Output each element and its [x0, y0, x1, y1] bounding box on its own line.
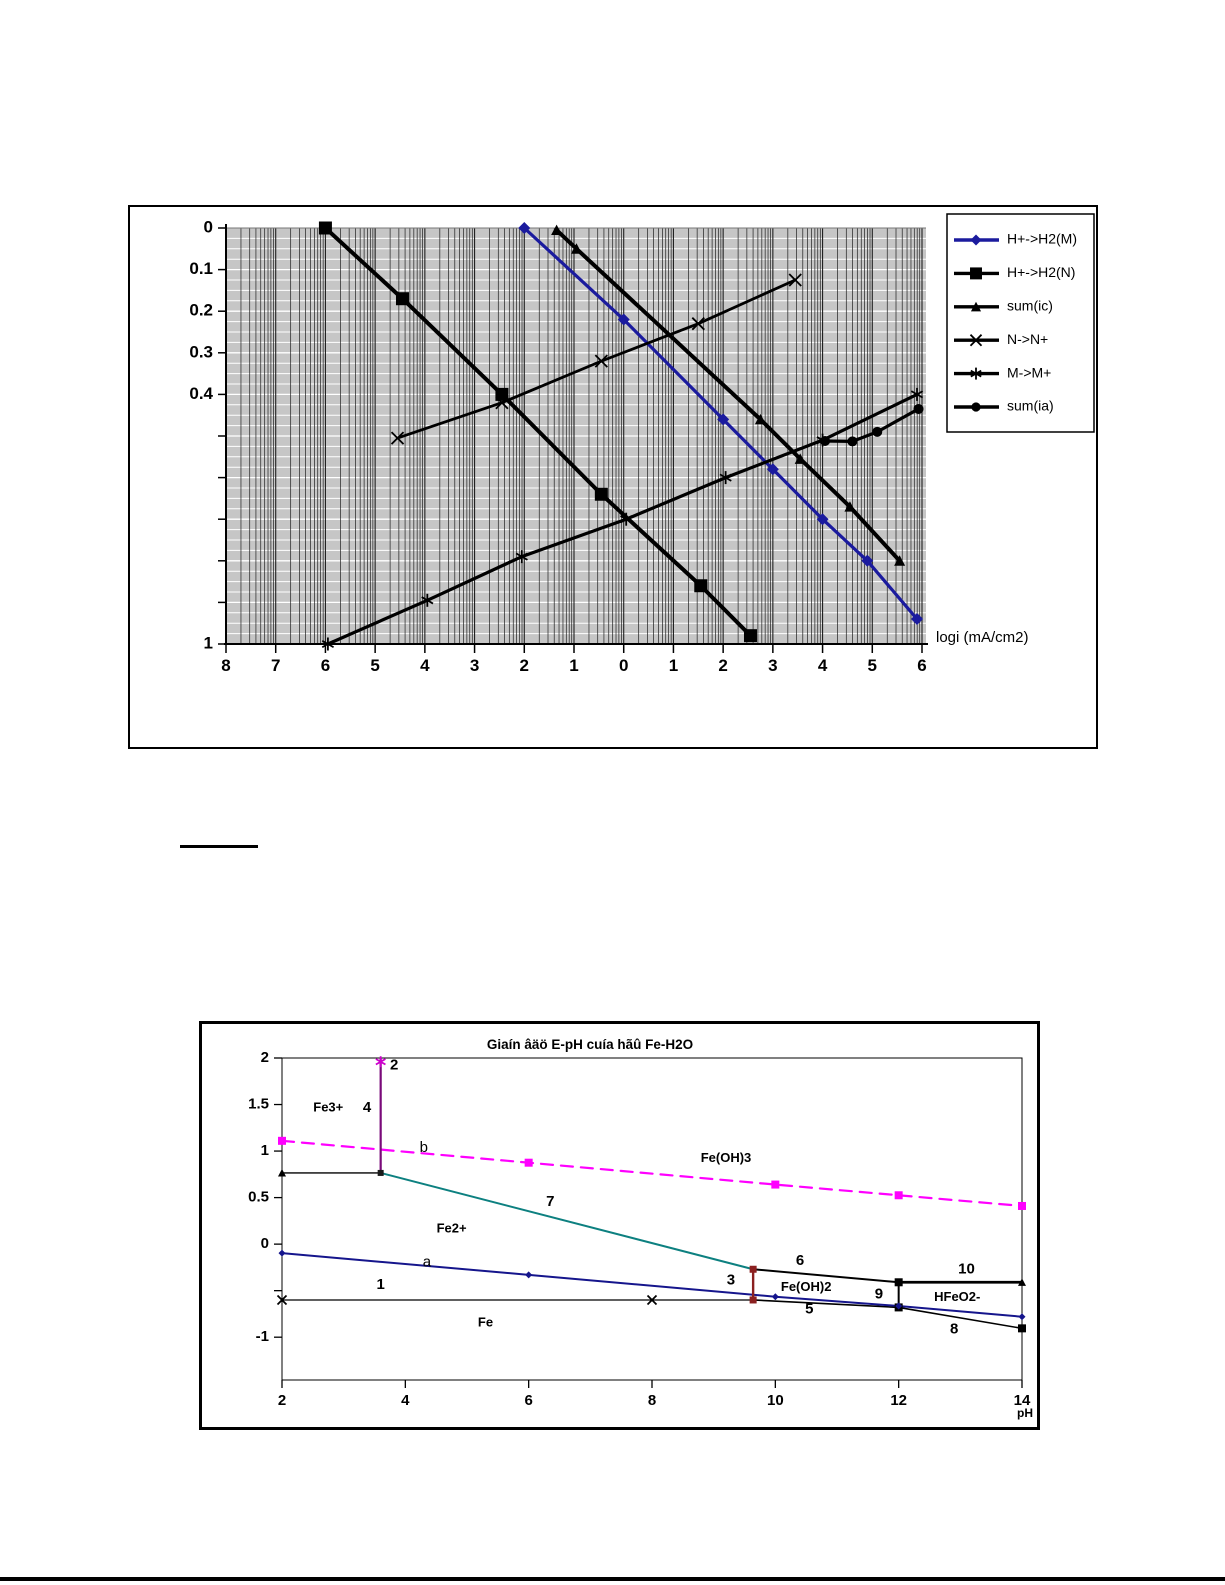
- y-tick-label: 0.5: [248, 1188, 269, 1206]
- marker-line-b: [1018, 1202, 1026, 1210]
- y-tick-label: 1: [203, 633, 213, 653]
- region-label-b: b: [419, 1139, 429, 1157]
- y-tick-label: -1: [255, 1328, 269, 1346]
- plot-border: [282, 1058, 1022, 1380]
- y-tick-label: 0.3: [189, 342, 213, 362]
- region-label-Fe(OH)3: Fe(OH)3: [700, 1149, 752, 1165]
- marker-line-a: [279, 1250, 286, 1257]
- region-label-2: 2: [390, 1056, 399, 1074]
- x-tick-label: 1: [668, 656, 679, 675]
- region-label-a: a: [422, 1253, 432, 1271]
- region-label-Fe(OH)2: Fe(OH)2: [780, 1278, 832, 1294]
- polarization-chart: [128, 205, 1098, 749]
- e-ph-diagram-chart: [199, 1021, 1040, 1430]
- x-tick-label: 6: [917, 656, 927, 675]
- marker-line-Fe3+/Fe2+: [378, 1170, 384, 1176]
- region-label-1: 1: [376, 1276, 385, 1294]
- marker-line-a: [1019, 1313, 1026, 1320]
- marker-H+->H2(N): [396, 292, 409, 305]
- marker-sum(ia): [847, 436, 857, 446]
- x-tick-label: 5: [370, 656, 380, 675]
- x-tick-label: 12: [890, 1392, 908, 1409]
- x-tick-label: 10: [766, 1392, 784, 1409]
- x-tick-label: 6: [320, 656, 331, 675]
- x-tick-label: 7: [270, 656, 281, 675]
- x-tick-label: 1: [569, 656, 579, 675]
- x-tick-label: 2: [277, 1392, 287, 1409]
- marker-line-b: [895, 1191, 903, 1199]
- region-label-HFeO2-: HFeO2-: [934, 1289, 981, 1305]
- marker-line-3: [750, 1266, 757, 1273]
- y-tick-label: 2: [260, 1048, 269, 1066]
- marker-H+->H2(N): [744, 629, 757, 642]
- region-label-4: 4: [362, 1099, 372, 1117]
- marker-sum(ia): [914, 404, 924, 414]
- region-label-5: 5: [805, 1300, 814, 1318]
- marker-line-b: [525, 1159, 533, 1167]
- y-tick-label: 1: [260, 1142, 269, 1160]
- legend-marker-square: [970, 267, 982, 279]
- x-tick-label: 5: [867, 656, 878, 675]
- marker-H+->H2(N): [319, 222, 332, 235]
- region-label-6: 6: [795, 1251, 805, 1269]
- x-tick-label: 2: [718, 656, 728, 675]
- marker-line-3: [750, 1296, 757, 1303]
- x-tick-label: 4: [401, 1392, 410, 1409]
- marker-line-b: [278, 1137, 286, 1145]
- region-label-8: 8: [949, 1320, 959, 1338]
- x-axis-title: pH: [1017, 1406, 1033, 1420]
- x-tick-label: 3: [768, 656, 778, 675]
- y-tick-label: 0: [260, 1235, 269, 1253]
- x-tick-label: 6: [524, 1392, 533, 1409]
- x-tick-label: 0: [618, 656, 629, 675]
- region-label-10: 10: [958, 1260, 975, 1278]
- e-ph-diagram-canvas: [202, 1024, 1037, 1427]
- chart-title: Giaín âäö E-pH cuía hãû Fe-H2O: [486, 1037, 694, 1052]
- marker-sum(ia): [872, 427, 882, 437]
- x-tick-label: 4: [817, 656, 828, 675]
- legend-marker-circle: [971, 402, 980, 411]
- x-tick-label: 3: [469, 656, 480, 675]
- y-tick-label: 0.2: [189, 300, 213, 320]
- x-tick-label: 4: [420, 656, 430, 675]
- blank-underline: [180, 845, 258, 848]
- boundary-line-b: [282, 1141, 1022, 1206]
- region-label-Fe: Fe: [477, 1314, 494, 1330]
- x-axis-title: logi (mA/cm2): [936, 629, 1029, 646]
- marker-line-9: [895, 1278, 903, 1286]
- boundary-line-a: [282, 1253, 1022, 1317]
- legend-label: H+->H2(N): [1007, 264, 1076, 281]
- legend-label: sum(ic): [1007, 297, 1053, 314]
- page-bottom-rule: [0, 1577, 1225, 1581]
- legend-label: M->M+: [1007, 364, 1052, 381]
- legend-label: N->N+: [1007, 330, 1049, 347]
- marker-H+->H2(N): [694, 579, 707, 592]
- x-tick-label: 8: [647, 1392, 657, 1409]
- x-tick-label: 2: [519, 656, 530, 675]
- y-tick-label: 0.4: [189, 383, 213, 403]
- y-tick-label: 1.5: [248, 1095, 269, 1113]
- marker-sum(ia): [820, 436, 830, 446]
- marker-line-8: [1018, 1324, 1026, 1332]
- legend-label: sum(ia): [1007, 397, 1054, 414]
- x-tick-label: 14: [1013, 1392, 1031, 1409]
- region-label-7: 7: [546, 1193, 555, 1211]
- region-label-Fe2+: Fe2+: [436, 1220, 467, 1236]
- region-label-3: 3: [726, 1271, 736, 1289]
- polarization-chart-canvas: [130, 207, 1096, 747]
- marker-line-a: [772, 1293, 779, 1300]
- x-tick-label: 8: [221, 656, 231, 675]
- y-tick-label: 0: [203, 217, 213, 237]
- marker-H+->H2(N): [595, 488, 608, 501]
- region-label-Fe3+: Fe3+: [313, 1099, 344, 1115]
- region-label-9: 9: [874, 1285, 884, 1303]
- marker-line-b: [771, 1181, 779, 1189]
- y-tick-label: 0.1: [189, 259, 213, 279]
- legend-label: H+->H2(M): [1007, 230, 1078, 247]
- marker-line-a: [525, 1271, 532, 1278]
